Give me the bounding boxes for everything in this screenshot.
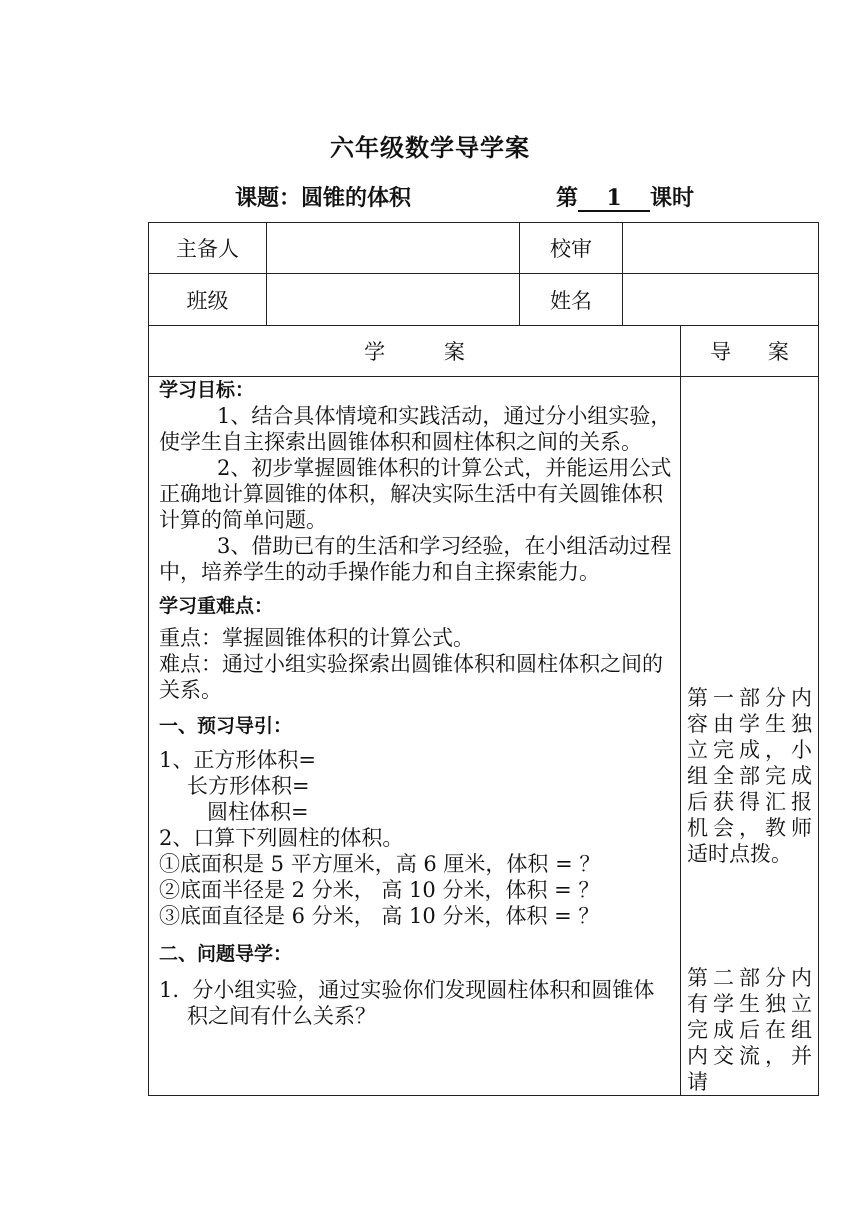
preview-q2a: ①底面积是 5 平方厘米，高 6 厘米，体积 = ？ bbox=[159, 852, 601, 876]
preview-q2: 2、口算下列圆柱的体积。 bbox=[159, 826, 404, 850]
guide-note-1: 第一部分内容由学生独立完成，小组全部完成后获得汇报机会，教师适时点拨。 bbox=[687, 686, 812, 866]
lesson-suffix: 课时 bbox=[650, 185, 695, 211]
study-plan-header bbox=[149, 326, 681, 377]
study-plan-content bbox=[149, 377, 681, 1096]
guide-plan-header bbox=[681, 326, 819, 377]
preview-heading: 一、预习导引： bbox=[159, 715, 293, 737]
objective-3: 3、借助已有的生活和学习经验，在小组活动过程中，培养学生的动手操作能力和自主探索能力。 bbox=[159, 534, 672, 584]
problem-1: 1. 分小组实验，通过实验你们发现圆柱体积和圆锥体积之间有什么关系？ bbox=[159, 978, 655, 1028]
name-value-cell bbox=[623, 274, 819, 326]
guide-plan-label: 导 案 bbox=[710, 340, 789, 364]
preparer-label-cell bbox=[149, 223, 267, 274]
reviewer-label-cell bbox=[520, 223, 623, 274]
preview-q2b: ②底面半径是 2 分米， 高 10 分米，体积 = ？ bbox=[159, 878, 600, 902]
preview-q1b: 长方形体积= bbox=[187, 774, 310, 798]
objective-1: 1、结合具体情境和实践活动，通过分小组实验，使学生自主探索出圆锥体积和圆柱体积之间的关系。 bbox=[159, 404, 672, 454]
preview-q1: 1、正方形体积= bbox=[159, 748, 316, 772]
guide-plan-content bbox=[681, 377, 819, 1096]
name-label: 姓名 bbox=[550, 288, 592, 313]
study-plan-label: 学 案 bbox=[364, 340, 465, 364]
class-value-cell bbox=[267, 274, 520, 326]
key-points-heading: 学习重难点： bbox=[159, 595, 274, 617]
key-point-focus: 重点：掌握圆锥体积的计算公式。 bbox=[159, 626, 474, 650]
guide-note-2: 第二部分内有学生独立完成后在组内交流，并请 bbox=[687, 966, 812, 1094]
lesson-prefix: 第 bbox=[556, 185, 579, 211]
objective-2: 2、初步掌握圆锥体积的计算公式，并能运用公式正确地计算圆锥的体积，解决实际生活中有关圆锥体积计算的简单问题。 bbox=[159, 456, 672, 532]
lesson-number: 1 bbox=[578, 186, 650, 212]
preview-q2c: ③底面直径是 6 分米， 高 10 分米，体积 = ？ bbox=[159, 904, 600, 928]
class-label: 班级 bbox=[186, 288, 229, 313]
key-point-difficulty: 难点：通过小组实验探索出圆锥体积和圆柱体积之间的关系。 bbox=[159, 652, 663, 702]
name-label-cell bbox=[520, 274, 623, 326]
reviewer-value-cell bbox=[623, 223, 819, 274]
class-label-cell bbox=[149, 274, 267, 326]
lesson-plan-table bbox=[148, 222, 819, 1096]
objectives-heading: 学习目标： bbox=[159, 379, 255, 401]
lesson-topic: 课题：圆锥的体积 bbox=[235, 185, 412, 211]
lesson-period bbox=[556, 181, 694, 212]
preview-q1c: 圆柱体积= bbox=[207, 800, 309, 824]
preparer-value-cell bbox=[267, 223, 520, 274]
reviewer-label: 校审 bbox=[550, 237, 592, 261]
preparer-label: 主备人 bbox=[176, 237, 239, 261]
page-title: 六年级数学导学案 bbox=[330, 133, 530, 162]
problems-heading: 二、问题导学： bbox=[159, 943, 293, 965]
